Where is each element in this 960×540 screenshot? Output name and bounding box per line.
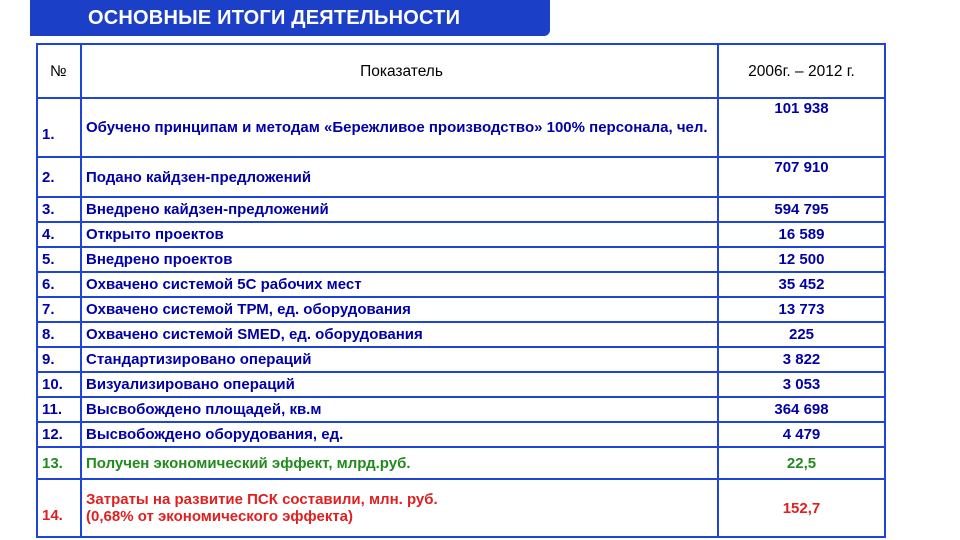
row-number: 5. <box>37 247 81 272</box>
row-label: Визуализировано операций <box>81 372 718 397</box>
row-number: 3. <box>37 197 81 222</box>
header-period: 2006г. – 2012 г. <box>718 44 885 98</box>
table-row <box>37 422 885 447</box>
row-label <box>81 479 718 537</box>
table-row <box>37 372 885 397</box>
row-value: 3 822 <box>718 347 885 372</box>
row-label: Получен экономический эффект, млрд.руб. <box>81 447 718 479</box>
table-row <box>37 222 885 247</box>
row-value: 13 773 <box>718 297 885 322</box>
results-table <box>36 43 886 538</box>
table-row-effect <box>37 447 885 479</box>
row-value: 22,5 <box>718 447 885 479</box>
row-value: 101 938 <box>718 98 885 157</box>
row-number: 10. <box>37 372 81 397</box>
table-row <box>37 297 885 322</box>
table-row <box>37 397 885 422</box>
row-number: 4. <box>37 222 81 247</box>
header-indicator: Показатель <box>81 44 718 98</box>
row-number: 11. <box>37 397 81 422</box>
row-label: Внедрено кайдзен-предложений <box>81 197 718 222</box>
row-number: 6. <box>37 272 81 297</box>
row-value: 12 500 <box>718 247 885 272</box>
page-title: ОСНОВНЫЕ ИТОГИ ДЕЯТЕЛЬНОСТИ <box>88 6 461 29</box>
row-number: 13. <box>37 447 81 479</box>
table-row <box>37 157 885 197</box>
row-value: 707 910 <box>718 157 885 197</box>
row-value: 35 452 <box>718 272 885 297</box>
row-label: Открыто проектов <box>81 222 718 247</box>
row-number: 8. <box>37 322 81 347</box>
row-label: Высвобождено площадей, кв.м <box>81 397 718 422</box>
row-number: 7. <box>37 297 81 322</box>
row-number: 2. <box>37 157 81 197</box>
row-label: Охвачено системой SMED, ед. оборудования <box>81 322 718 347</box>
row-number: 14. <box>37 479 81 537</box>
row-number: 9. <box>37 347 81 372</box>
title-banner <box>30 0 550 36</box>
row-label: Высвобождено оборудования, ед. <box>81 422 718 447</box>
row-label: Охвачено системой 5С рабочих мест <box>81 272 718 297</box>
row-label: Обучено принципам и методам «Бережливое производство» 100% персонала, чел. <box>81 98 718 157</box>
table-row <box>37 247 885 272</box>
row-label-line: (0,68% от экономического эффекта) <box>86 508 354 525</box>
row-value: 594 795 <box>718 197 885 222</box>
row-value: 4 479 <box>718 422 885 447</box>
table-row <box>37 322 885 347</box>
row-value: 225 <box>718 322 885 347</box>
row-number: 12. <box>37 422 81 447</box>
table-row <box>37 98 885 157</box>
table-row-costs <box>37 479 885 537</box>
row-label: Стандартизировано операций <box>81 347 718 372</box>
table-row <box>37 272 885 297</box>
row-value: 364 698 <box>718 397 885 422</box>
table-row <box>37 347 885 372</box>
row-label: Подано кайдзен-предложений <box>81 157 718 197</box>
row-label: Охвачено системой ТРМ, ед. оборудования <box>81 297 718 322</box>
row-label-line: Затраты на развитие ПСК составили, млн. руб. <box>86 491 438 508</box>
row-value: 3 053 <box>718 372 885 397</box>
table-header-row <box>37 44 885 98</box>
row-value: 152,7 <box>718 479 885 537</box>
table-row <box>37 197 885 222</box>
row-value: 16 589 <box>718 222 885 247</box>
header-number: № <box>37 44 81 98</box>
row-label: Внедрено проектов <box>81 247 718 272</box>
row-number: 1. <box>37 98 81 157</box>
